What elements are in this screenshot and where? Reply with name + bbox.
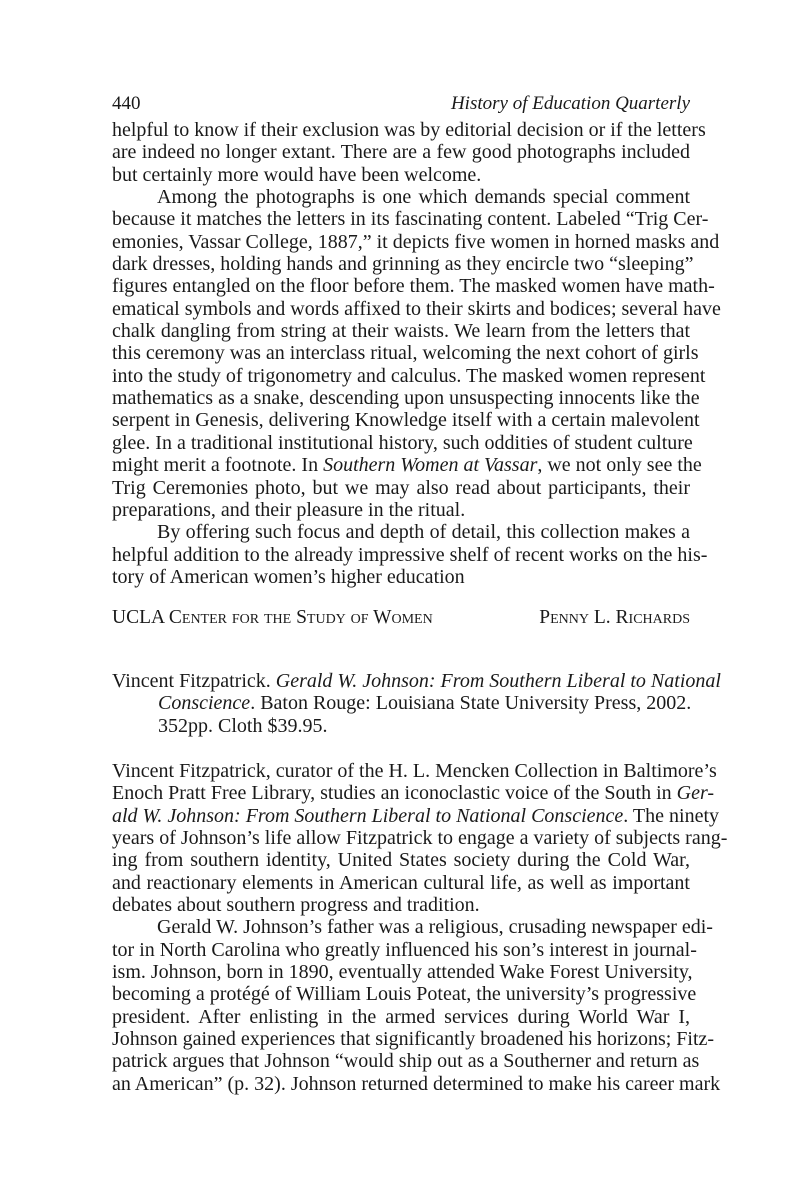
text-segment: , we not only see the xyxy=(537,454,702,477)
review-2-body xyxy=(112,760,728,1095)
text-line: emonies, Vassar College, 1887,” it depicts five women in horned masks and xyxy=(112,230,720,253)
italic-title-segment: Ger- xyxy=(676,782,715,805)
text-line: Johnson gained experiences that significantly broadened his horizons; Fitz- xyxy=(112,1028,715,1051)
text-line: tor in North Carolina who greatly influenced his son’s interest in journal- xyxy=(112,938,697,961)
text-line xyxy=(112,782,715,805)
text-line: and reactionary elements in American cultural life, as well as important xyxy=(112,871,690,894)
text-line: glee. In a traditional institutional history, such oddities of student culture xyxy=(112,431,693,454)
journal-title: History of Education Quarterly xyxy=(450,93,690,114)
text-line: an American” (p. 32). Johnson returned determined to make his career mark xyxy=(112,1072,721,1095)
text-line xyxy=(112,804,720,827)
text-line: are indeed no longer extant. There are a few good photographs included xyxy=(112,141,690,164)
text-line xyxy=(112,692,690,714)
text-line xyxy=(112,454,702,477)
reviewer-name: Penny L. Richards xyxy=(539,607,690,628)
italic-title-segment: Southern Women at Vassar xyxy=(323,454,538,477)
text-line: because it matches the letters in its fascinating content. Labeled “Trig Cer- xyxy=(112,208,709,231)
text-line: debates about southern progress and tradition. xyxy=(112,894,480,917)
reviewer-affiliation: UCLA Center for the Study of Women xyxy=(112,607,433,628)
text-line: this ceremony was an interclass ritual, welcoming the next cohort of girls xyxy=(112,342,699,365)
italic-title-segment: Gerald W. Johnson: From Southern Liberal to National xyxy=(275,670,721,692)
text-line: helpful to know if their exclusion was by editorial decision or if the letters xyxy=(112,119,706,141)
text-line: ematical symbols and words affixed to their skirts and bodices; several have xyxy=(112,297,721,320)
text-line: By offering such focus and depth of detail, this collection makes a xyxy=(157,521,690,544)
page-number: 440 xyxy=(112,93,141,114)
text-line: Among the photographs is one which demands special comment xyxy=(157,186,690,209)
text-line: mathematics as a snake, descending upon unsuspecting innocents like the xyxy=(112,387,700,410)
text-line: into the study of trigonometry and calculus. The masked women represent xyxy=(112,364,706,387)
text-line: Gerald W. Johnson’s father was a religious, crusading newspaper edi- xyxy=(157,916,713,939)
text-line: tory of American women’s higher education xyxy=(112,565,465,588)
text-line: ism. Johnson, born in 1890, eventually attended Wake Forest University, xyxy=(112,961,693,984)
text-line: chalk dangling from string at their waists. We learn from the letters that xyxy=(112,320,690,343)
text-line: becoming a protégé of William Louis Poteat, the university’s progressive xyxy=(112,983,697,1006)
review-2-citation xyxy=(112,670,721,737)
text-segment: Vincent Fitzpatrick. xyxy=(112,670,276,692)
text-line xyxy=(112,670,721,692)
text-segment: . Baton Rouge: Louisiana State University Press, 2002. xyxy=(250,692,692,715)
text-line xyxy=(112,715,690,737)
text-line: but certainly more would have been welcome. xyxy=(112,163,482,186)
text-line: helpful addition to the already impressive shelf of recent works on the his- xyxy=(112,543,708,566)
text-segment: 352pp. Cloth $39.95. xyxy=(158,714,328,737)
text-segment: might merit a footnote. In xyxy=(112,454,324,477)
text-line: Trig Ceremonies photo, but we may also read about participants, their xyxy=(112,476,690,499)
text-line: ing from southern identity, United States society during the Cold War, xyxy=(112,849,690,872)
text-line: years of Johnson’s life allow Fitzpatrick to engage a variety of subjects rang- xyxy=(112,827,728,850)
review-1-body xyxy=(112,119,721,588)
text-line: serpent in Genesis, delivering Knowledge itself with a certain malevolent xyxy=(112,409,700,432)
italic-title-segment: Conscience xyxy=(158,692,251,715)
text-line: Vincent Fitzpatrick, curator of the H. L. Mencken Collection in Baltimore’s xyxy=(112,760,717,782)
text-segment: Enoch Pratt Free Library, studies an iconoclastic voice of the South in xyxy=(112,782,677,805)
text-line: dark dresses, holding hands and grinning as they encircle two “sleeping” xyxy=(112,253,694,276)
italic-title-segment: ald W. Johnson: From Southern Liberal to National Conscience xyxy=(112,804,624,827)
text-line: figures entangled on the floor before them. The masked women have math- xyxy=(112,275,715,298)
text-line: preparations, and their pleasure in the ritual. xyxy=(112,498,466,521)
text-line: president. After enlisting in the armed services during World War I, xyxy=(112,1005,690,1028)
text-segment: . The ninety xyxy=(623,804,720,827)
text-line: patrick argues that Johnson “would ship out as a Southerner and return as xyxy=(112,1050,700,1073)
